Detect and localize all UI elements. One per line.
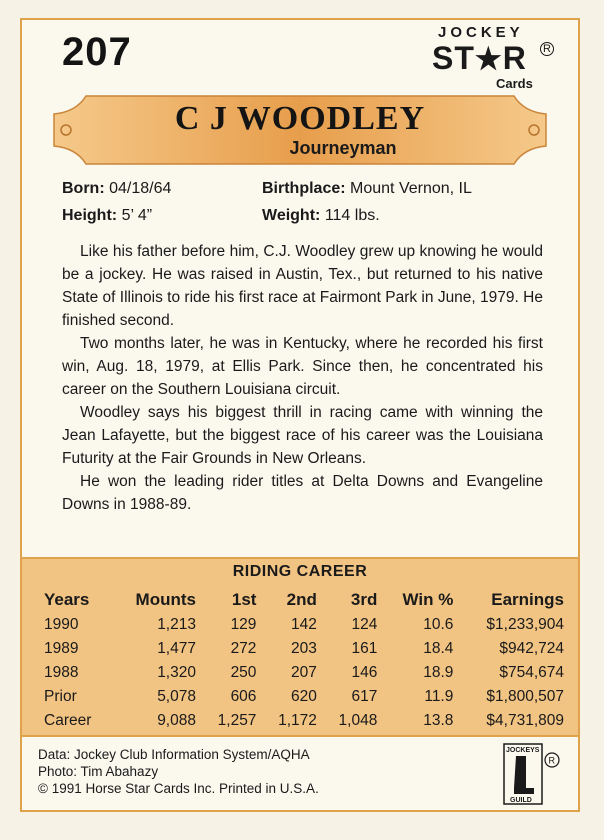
guild-top-text: JOCKEYS [506,747,540,754]
cell-second: 207 [291,664,317,681]
weight-value: 114 lbs. [324,207,380,224]
guild-bottom-text: GUILD [510,797,532,804]
cell-second: 1,172 [278,712,317,729]
card-footer [38,746,319,797]
jockey-title: Journeyman [289,138,397,158]
header-earnings: Earnings [491,590,564,609]
brand-cards-text: Cards [496,76,533,91]
cell-second: 142 [291,616,317,633]
cell-years: 1990 [44,616,79,633]
cell-years: Prior [44,688,77,705]
table-row [40,685,568,709]
cell-years: Career [44,712,92,729]
jockey-star-logo [432,24,562,94]
cell-third: 1,048 [338,712,378,729]
table-row [40,661,568,685]
jockey-name: C J WOODLEY [174,100,426,137]
table-row [40,637,568,661]
table-row [40,709,568,733]
header-mounts: Mounts [135,590,196,609]
height-label: Height: [62,207,118,224]
bio-paragraph: He won the leading rider titles at Delta Downs and Evangeline Downs in 1988-89. [62,473,543,513]
riding-career-title: RIDING CAREER [232,563,368,580]
cell-years: 1989 [44,640,79,657]
card-number: 207 [62,30,132,74]
cell-win-pct: 13.8 [423,712,454,729]
biography [62,240,543,516]
born-value: 04/18/64 [109,180,172,197]
cell-third: 161 [351,640,378,657]
cell-win-pct: 18.9 [423,664,454,681]
brand-star-text: ST★R [432,40,527,76]
birthplace-value: Mount Vernon, IL [350,180,472,197]
cell-mounts: 1,477 [157,640,196,657]
cell-first: 1,257 [217,712,257,729]
bio-paragraph: Two months later, he was in Kentucky, where he recorded his first win, Aug. 18, 1979, at Ellis Park. Since then, he concentrated his career on the Southern Louisiana circuit. [62,335,543,398]
cell-years: 1988 [44,664,79,681]
cell-mounts: 1,320 [157,664,196,681]
cell-third: 617 [351,688,378,705]
riding-career-table [40,589,568,733]
brand-top-text: JOCKEY [438,24,524,41]
copyright-line: © 1991 Horse Star Cards Inc. Printed in U.S.A. [38,781,319,796]
cell-second: 203 [291,640,317,657]
cell-second: 620 [291,688,317,705]
cell-mounts: 1,213 [157,616,196,633]
born-stat [62,180,171,198]
cell-first: 129 [230,616,257,633]
cell-first: 272 [230,640,257,657]
cell-third: 124 [351,616,378,633]
born-label: Born: [62,180,105,197]
registered-mark: R [540,42,554,56]
header-years: Years [44,590,90,609]
riding-career-section [22,557,578,737]
table-row [40,613,568,637]
cell-mounts: 5,078 [157,688,196,705]
weight-stat [262,207,380,225]
table-header-row [40,589,568,613]
cell-earnings: $1,800,507 [486,688,564,705]
cell-win-pct: 10.6 [423,616,454,633]
cell-first: 606 [230,688,257,705]
cell-win-pct: 11.9 [424,688,454,705]
cell-earnings: $4,731,809 [486,712,564,729]
cell-earnings: $942,724 [499,640,564,657]
cell-earnings: $1,233,904 [486,616,564,633]
bio-paragraph: Like his father before him, C.J. Woodley grew up knowing he would be a jockey. He was raised in Austin, Tex., but returned to his native State of Illinois to ride his first race at Fairmont Park in June, 1979. He finished second. [62,243,543,329]
cell-earnings: $754,674 [499,664,564,681]
star-icon: ★ [474,43,503,76]
data-credit: Data: Jockey Club Information System/AQHA [38,747,310,762]
height-stat [62,207,152,225]
birthplace-label: Birthplace: [262,180,346,197]
height-value: 5’ 4” [121,207,153,224]
cell-first: 250 [230,664,257,681]
jockeys-guild-boot-icon [502,742,562,806]
cell-third: 146 [351,664,378,681]
guild-registered-mark: R [548,755,555,766]
jockeys-guild-logo [502,742,562,806]
birthplace-stat [262,180,472,198]
nameplate [46,92,554,168]
photo-credit: Photo: Tim Abahazy [38,764,159,779]
header-second: 2nd [286,590,317,609]
header-third: 3rd [350,590,378,609]
weight-label: Weight: [262,207,321,224]
header-first: 1st [231,590,257,609]
cell-win-pct: 18.4 [423,640,454,657]
header-win-pct: Win % [402,590,454,609]
bio-paragraph: Woodley says his biggest thrill in racing came with winning the Jean Lafayette, but the biggest race of his career was the Louisiana Futurity at the Fair Grounds in New Orleans. [62,404,543,467]
cell-mounts: 9,088 [157,712,196,729]
